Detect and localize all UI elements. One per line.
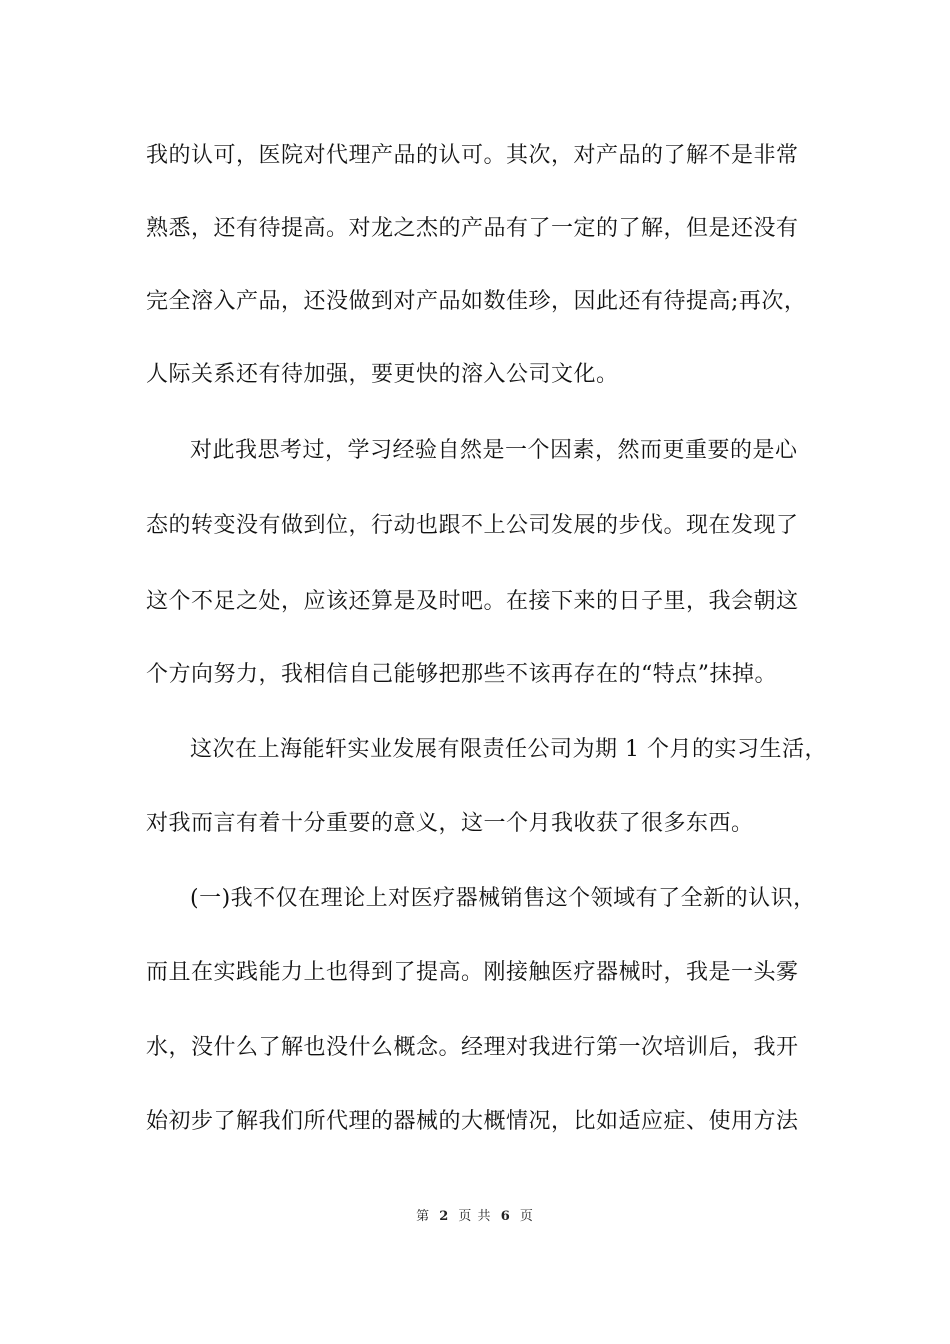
text-line: 这个不足之处，应该还算是及时吧。在接下来的日子里，我会朝这 xyxy=(146,589,799,614)
text-line: 态的转变没有做到位，行动也跟不上公司发展的步伐。现在发现了 xyxy=(146,513,799,538)
text-line: 完全溶入产品，还没做到对产品如数佳珍，因此还有待提高;再次， xyxy=(146,289,807,314)
text-line: 我的认可，医院对代理产品的认可。其次，对产品的了解不是非常 xyxy=(146,143,799,168)
text-line: 始初步了解我们所代理的器械的大概情况，比如适应症、使用方法 xyxy=(146,1109,799,1134)
text-line: 水，没什么了解也没什么概念。经理对我进行第一次培训后，我开 xyxy=(146,1035,799,1060)
page-suffix: 页 xyxy=(519,1209,534,1224)
page-prefix: 第 xyxy=(416,1209,431,1224)
text-line: 而且在实践能力上也得到了提高。刚接触医疗器械时，我是一头雾 xyxy=(146,960,799,985)
text-line: 对我而言有着十分重要的意义，这一个月我收获了很多东西。 xyxy=(146,811,754,836)
text-line: 个方向努力，我相信自己能够把那些不该再存在的“特点”抹掉。 xyxy=(146,662,777,687)
page-current: 2 xyxy=(439,1209,450,1224)
paragraph-first-line: 对此我思考过，学习经验自然是一个因素，然而更重要的是心 xyxy=(190,438,798,463)
paragraph-first-line: (一)我不仅在理论上对医疗器械销售这个领域有了全新的认识， xyxy=(190,886,816,911)
text-line: 熟悉，还有待提高。对龙之杰的产品有了一定的了解，但是还没有 xyxy=(146,216,799,241)
page-mid: 页 共 xyxy=(458,1209,492,1224)
paragraph-first-line: 这次在上海能轩实业发展有限责任公司为期 1 个月的实习生活， xyxy=(190,737,827,762)
page-footer xyxy=(0,1208,950,1226)
page-total: 6 xyxy=(500,1209,511,1224)
text-line: 人际关系还有待加强，要更快的溶入公司文化。 xyxy=(146,362,619,387)
